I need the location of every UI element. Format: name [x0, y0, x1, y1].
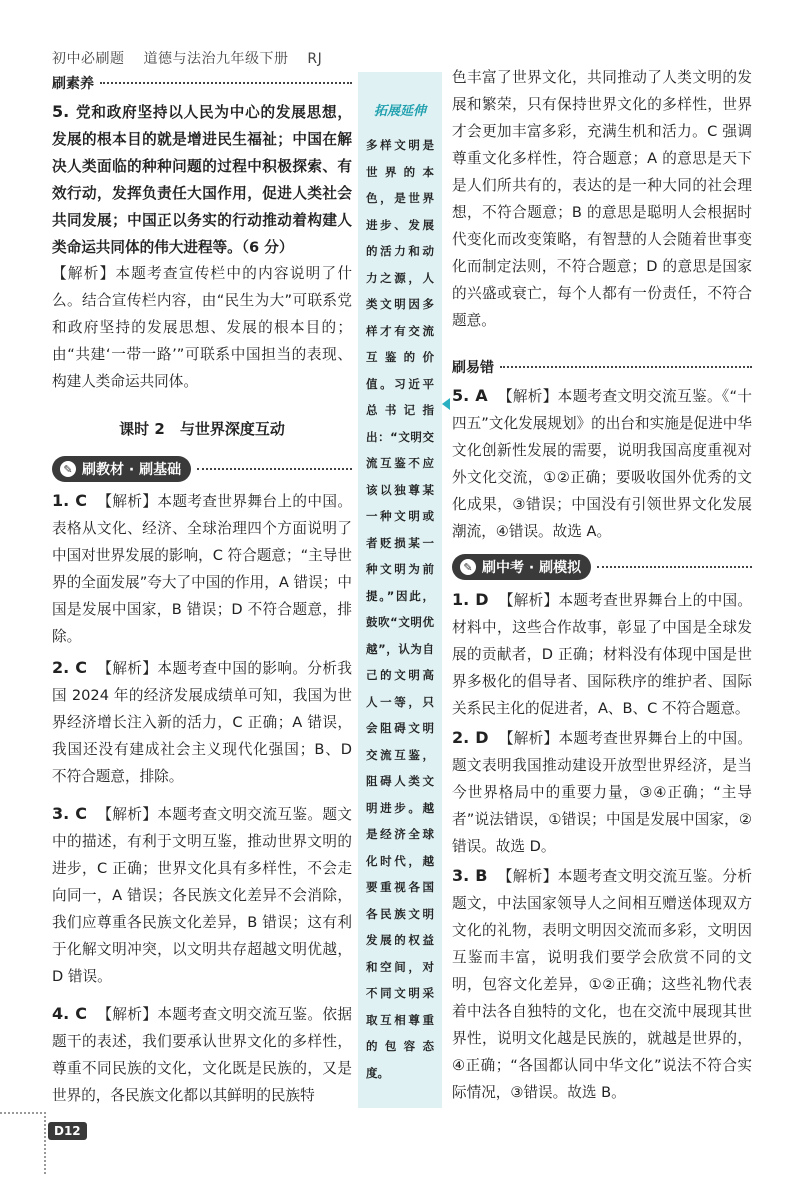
pen-icon: ✎ — [460, 559, 476, 575]
question-number: 1. — [52, 491, 70, 510]
answer-q3 — [52, 800, 352, 990]
analysis-text: 【解析】本题考查文明交流互鉴。依据题干的表述，我们要承认世界文化的多样性，尊重不同民族的文化，文化既是民族的，又是世界的，各民族文化都以其鲜明的民族特 — [52, 1006, 352, 1104]
analysis-text: 【解析】本题考查文明交流互鉴。《“十四五”文化发展规划》的出台和实施是促进中华文化创新性发展的需要，说明我国高度重视对外文化交流，①②正确；要吸收国外优秀的文化成果，③错误；中国没有引领世界文化发展潮流，④错误。故选 A。 — [452, 388, 752, 540]
analysis-text: 【解析】本题考查中国的影响。分析我国 2024 年的经济发展成绩单可知，我国为世界经济增长注入新的活力，C 正确；A 错误，我国还没有建成社会主义现代化强国；B、D 不符合题意，排除。 — [52, 660, 352, 785]
banner-pill — [52, 456, 191, 482]
answer-q4 — [52, 1000, 352, 1109]
answer-letter: D — [475, 728, 489, 747]
answer-q2 — [52, 654, 352, 790]
pen-icon: ✎ — [60, 461, 76, 477]
answer-letter: C — [75, 491, 87, 510]
dotted-rule — [500, 366, 752, 368]
answer-letter: D — [475, 590, 489, 609]
sidebar-title: 拓展延伸 — [373, 104, 426, 119]
lesson-title: 课时 2 与世界深度互动 — [119, 420, 285, 438]
section-shua-su-yang — [52, 72, 352, 94]
analysis-text: 【解析】本题考查世界舞台上的中国。题文表明我国推动建设开放型世界经济，是当今世界格局中的重要力量，③④正确；“主导者”说法错误，①错误；中国是发展中国家，②错误。故选 D。 — [452, 730, 752, 855]
book-edition: RJ — [307, 51, 323, 67]
analysis-text: 【解析】本题考查文明交流互鉴。分析题文，中法国家领导人之间相互赠送体现双方文化的礼物，表明文明因交流而多彩，文明因互鉴而丰富，说明我们要学会欣赏不同的文明，包容文化差异，①②正确；这些礼物代表着中法各自独特的文化，也在交流中展现其世界性，说明文化越是民族的，就越是世界的，④正确；“各国都认同中华文化”说法不符合实际情况，③错误。故选 B。 — [452, 868, 752, 1101]
answer-z3 — [452, 862, 752, 1106]
analysis-q5 — [52, 260, 352, 395]
running-header — [52, 48, 336, 68]
answer-text: 党和政府坚持以人民为中心的发展思想，发展的根本目的就是增进民生福祉；中国在解决人类面临的种种问题的过程中积极探索、有效行动，发挥负责任大国作用，促进人类社会共同发展；中国正以务实的行动推动着构建人类命运共同体的伟大进程等。（6 分） — [52, 104, 352, 256]
question-number: 1. — [452, 590, 470, 609]
answer-q4-continued — [452, 64, 752, 334]
analysis-text: 色丰富了世界文化，共同推动了人类文明的发展和繁荣，只有保持世界文化的多样性，世界才会更加丰富多彩，充满生机和活力。C 强调尊重文化多样性，符合题意；A 的意思是天下是人们所共有的，表达的是一种大同的社会理想，不符合题意；B 的意思是聪明人会根据时代变化而改变策略，有智慧的人会随着世事变化而制定法则，不符合题意；D 的意思是国家的兴盛或衰亡，每个人都有一份责任，不符合题意。 — [452, 69, 752, 329]
answer-letter: C — [75, 804, 87, 823]
answer-e5 — [452, 382, 752, 545]
answer-letter: C — [75, 1004, 87, 1023]
book-subject: 道德与法治九年级下册 — [143, 51, 289, 67]
analysis-text: 【解析】本题考查宣传栏中的内容说明了什么。结合宣传栏内容，由“民生为大”可联系党和政府坚持的发展思想、发展的根本目的；由“共建‘一带一路’”可联系中国担当的表现、构建人类命运共同体。 — [52, 265, 352, 390]
question-number: 2. — [452, 728, 470, 747]
section-shua-yi-cuo — [452, 356, 752, 378]
corner-decoration — [0, 1112, 46, 1174]
question-number: 2. — [52, 658, 70, 677]
answer-letter: B — [475, 866, 488, 885]
dotted-rule — [197, 468, 352, 470]
pointer-arrow-icon — [442, 398, 450, 410]
answer-letter: C — [75, 658, 87, 677]
question-number: 5. — [452, 386, 470, 405]
sidebar-text: 多样文明是世界的本色，是世界进步、发展的活力和动力之源，人类文明因多样才有交流互鉴的价值。习近平总书记指出：“文明交流互鉴不应该以独尊某一种文明或者贬损某一种文明为前提。”因此，鼓吹“文明优越”，认为自己的文明高人一等，只会阻碍文明交流互鉴，阻碍人类文明进步。越是经济全球化时代，越要重视各国各民族文明发展的权益和空间，对不同文明采取互相尊重的包容态度。 — [366, 138, 434, 1080]
banner-label: 刷教材 · 刷基础 — [82, 462, 182, 478]
dotted-rule — [597, 566, 752, 568]
answer-q5 — [52, 98, 352, 261]
dotted-rule — [100, 82, 352, 84]
banner-shua-jiao-cai — [52, 456, 352, 482]
section-label: 刷素养 — [52, 76, 94, 92]
banner-pill — [452, 554, 591, 580]
book-series: 初中必刷题 — [52, 51, 125, 67]
answer-z2 — [452, 724, 752, 860]
section-label: 刷易错 — [452, 360, 494, 376]
question-number: 3. — [52, 804, 70, 823]
analysis-text: 【解析】本题考查文明交流互鉴。题文中的描述，有利于文明互鉴，推动世界文明的进步，C 正确；世界文化具有多样性，不会走向同一，A 错误；各民族文化差异不会消除，我们应尊重各民族文化差异，B 错误；这有利于化解文明冲突，以文明共存超越文明优越，D 错误。 — [52, 806, 352, 985]
answer-letter: A — [475, 386, 488, 405]
analysis-text: 【解析】本题考查世界舞台上的中国。表格从文化、经济、全球治理四个方面说明了中国对世界发展的影响，C 符合题意；“主导世界的全面发展”夸大了中国的作用，A 错误；中国是发展中国家，B 错误；D 不符合题意，排除。 — [52, 493, 352, 645]
page-number: D12 — [48, 1122, 87, 1140]
analysis-text: 【解析】本题考查世界舞台上的中国。材料中，这些合作故事，彰显了中国是全球发展的贡献者，D 正确；材料没有体现中国是世界多极化的倡导者、国际秩序的维护者、国际关系民主化的促进者，A、B、C 不符合题意。 — [452, 592, 752, 717]
answer-z1 — [452, 586, 752, 722]
question-number: 3. — [452, 866, 470, 885]
extension-sidebar — [358, 72, 442, 1108]
banner-shua-zhong-kao — [452, 554, 752, 580]
question-number: 4. — [52, 1004, 70, 1023]
question-number: 5. — [52, 102, 70, 121]
banner-label: 刷中考 · 刷模拟 — [482, 560, 582, 576]
answer-q1 — [52, 487, 352, 650]
